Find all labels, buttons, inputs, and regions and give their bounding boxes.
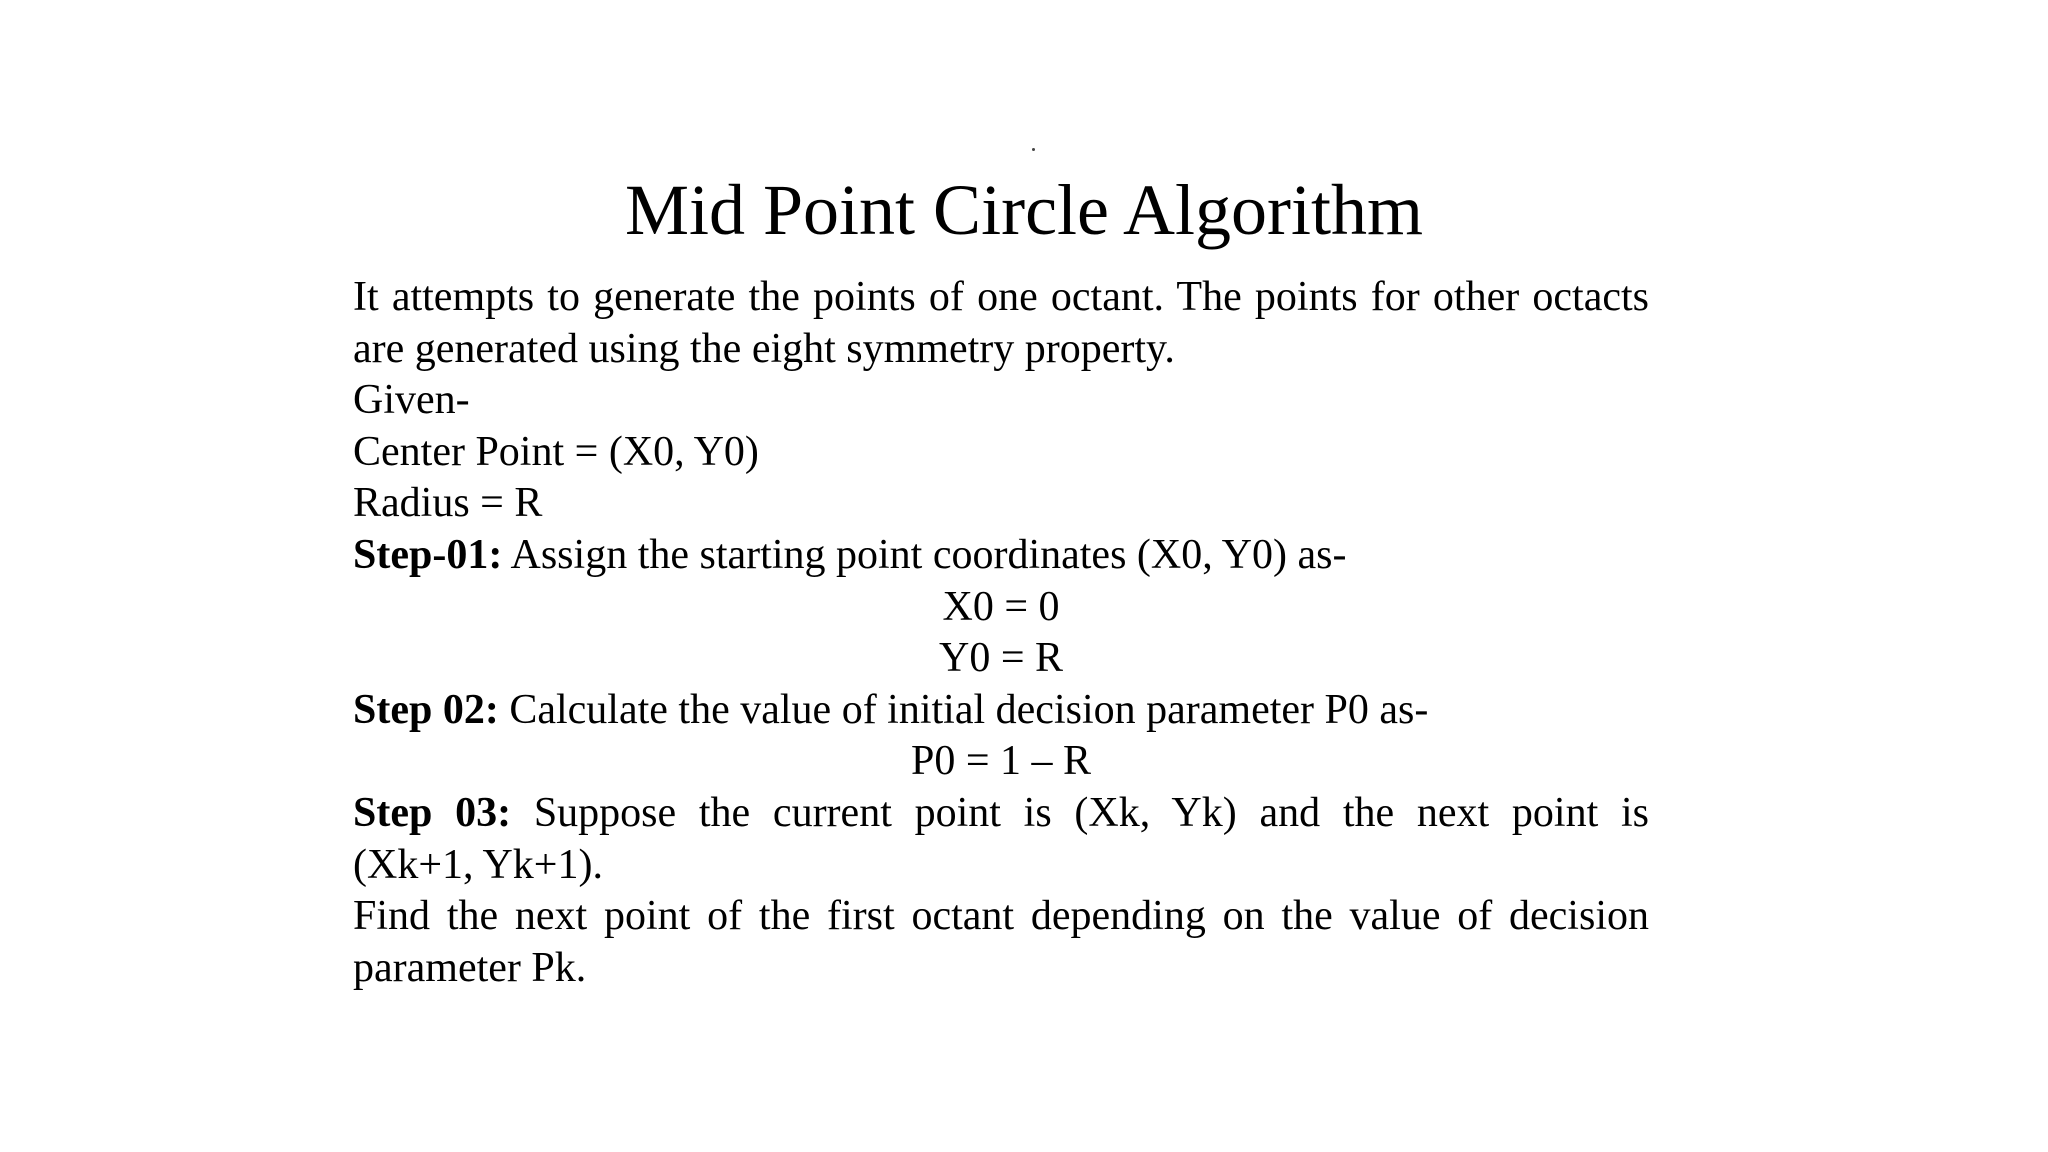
step-03-find-line-1: Find the next point of the first octant depending on the value of decision	[353, 893, 1649, 940]
step-01-label: Step-01:	[353, 531, 503, 578]
step-03-line-1	[353, 788, 1649, 840]
step-02-text: Calculate the value of initial decision parameter P0 as-	[498, 686, 1429, 733]
given-label: Given-	[353, 377, 470, 424]
intro-line-2: are generated using the eight symmetry property.	[353, 325, 1175, 372]
step-03-line-2: (Xk+1, Yk+1).	[353, 841, 603, 888]
intro-line-1: It attempts to generate the points of one octant. The points for other octacts	[353, 274, 1649, 320]
stray-dot	[1032, 148, 1035, 151]
step-01-equation-y0: Y0 = R	[938, 635, 1064, 682]
step-01-text: Assign the starting point coordinates (X0, Y0) as-	[502, 531, 1347, 578]
step-01	[353, 530, 1649, 582]
step-03-label: Step 03:	[353, 789, 512, 836]
step-03-text: Suppose the current point is (Xk, Yk) and the next point is	[533, 789, 1649, 836]
step-02-label: Step 02:	[353, 686, 499, 733]
step-02	[353, 685, 1649, 737]
step-01-equation-x0: X0 = 0	[942, 583, 1060, 630]
given-radius: Radius = R	[353, 480, 543, 527]
step-03-find-line-2: parameter Pk.	[353, 944, 587, 991]
slide-title: Mid Point Circle Algorithm	[624, 170, 1423, 250]
step-02-equation-p0: P0 = 1 – R	[910, 738, 1092, 785]
slide-body	[353, 272, 1649, 994]
given-center-point: Center Point = (X0, Y0)	[353, 428, 759, 475]
